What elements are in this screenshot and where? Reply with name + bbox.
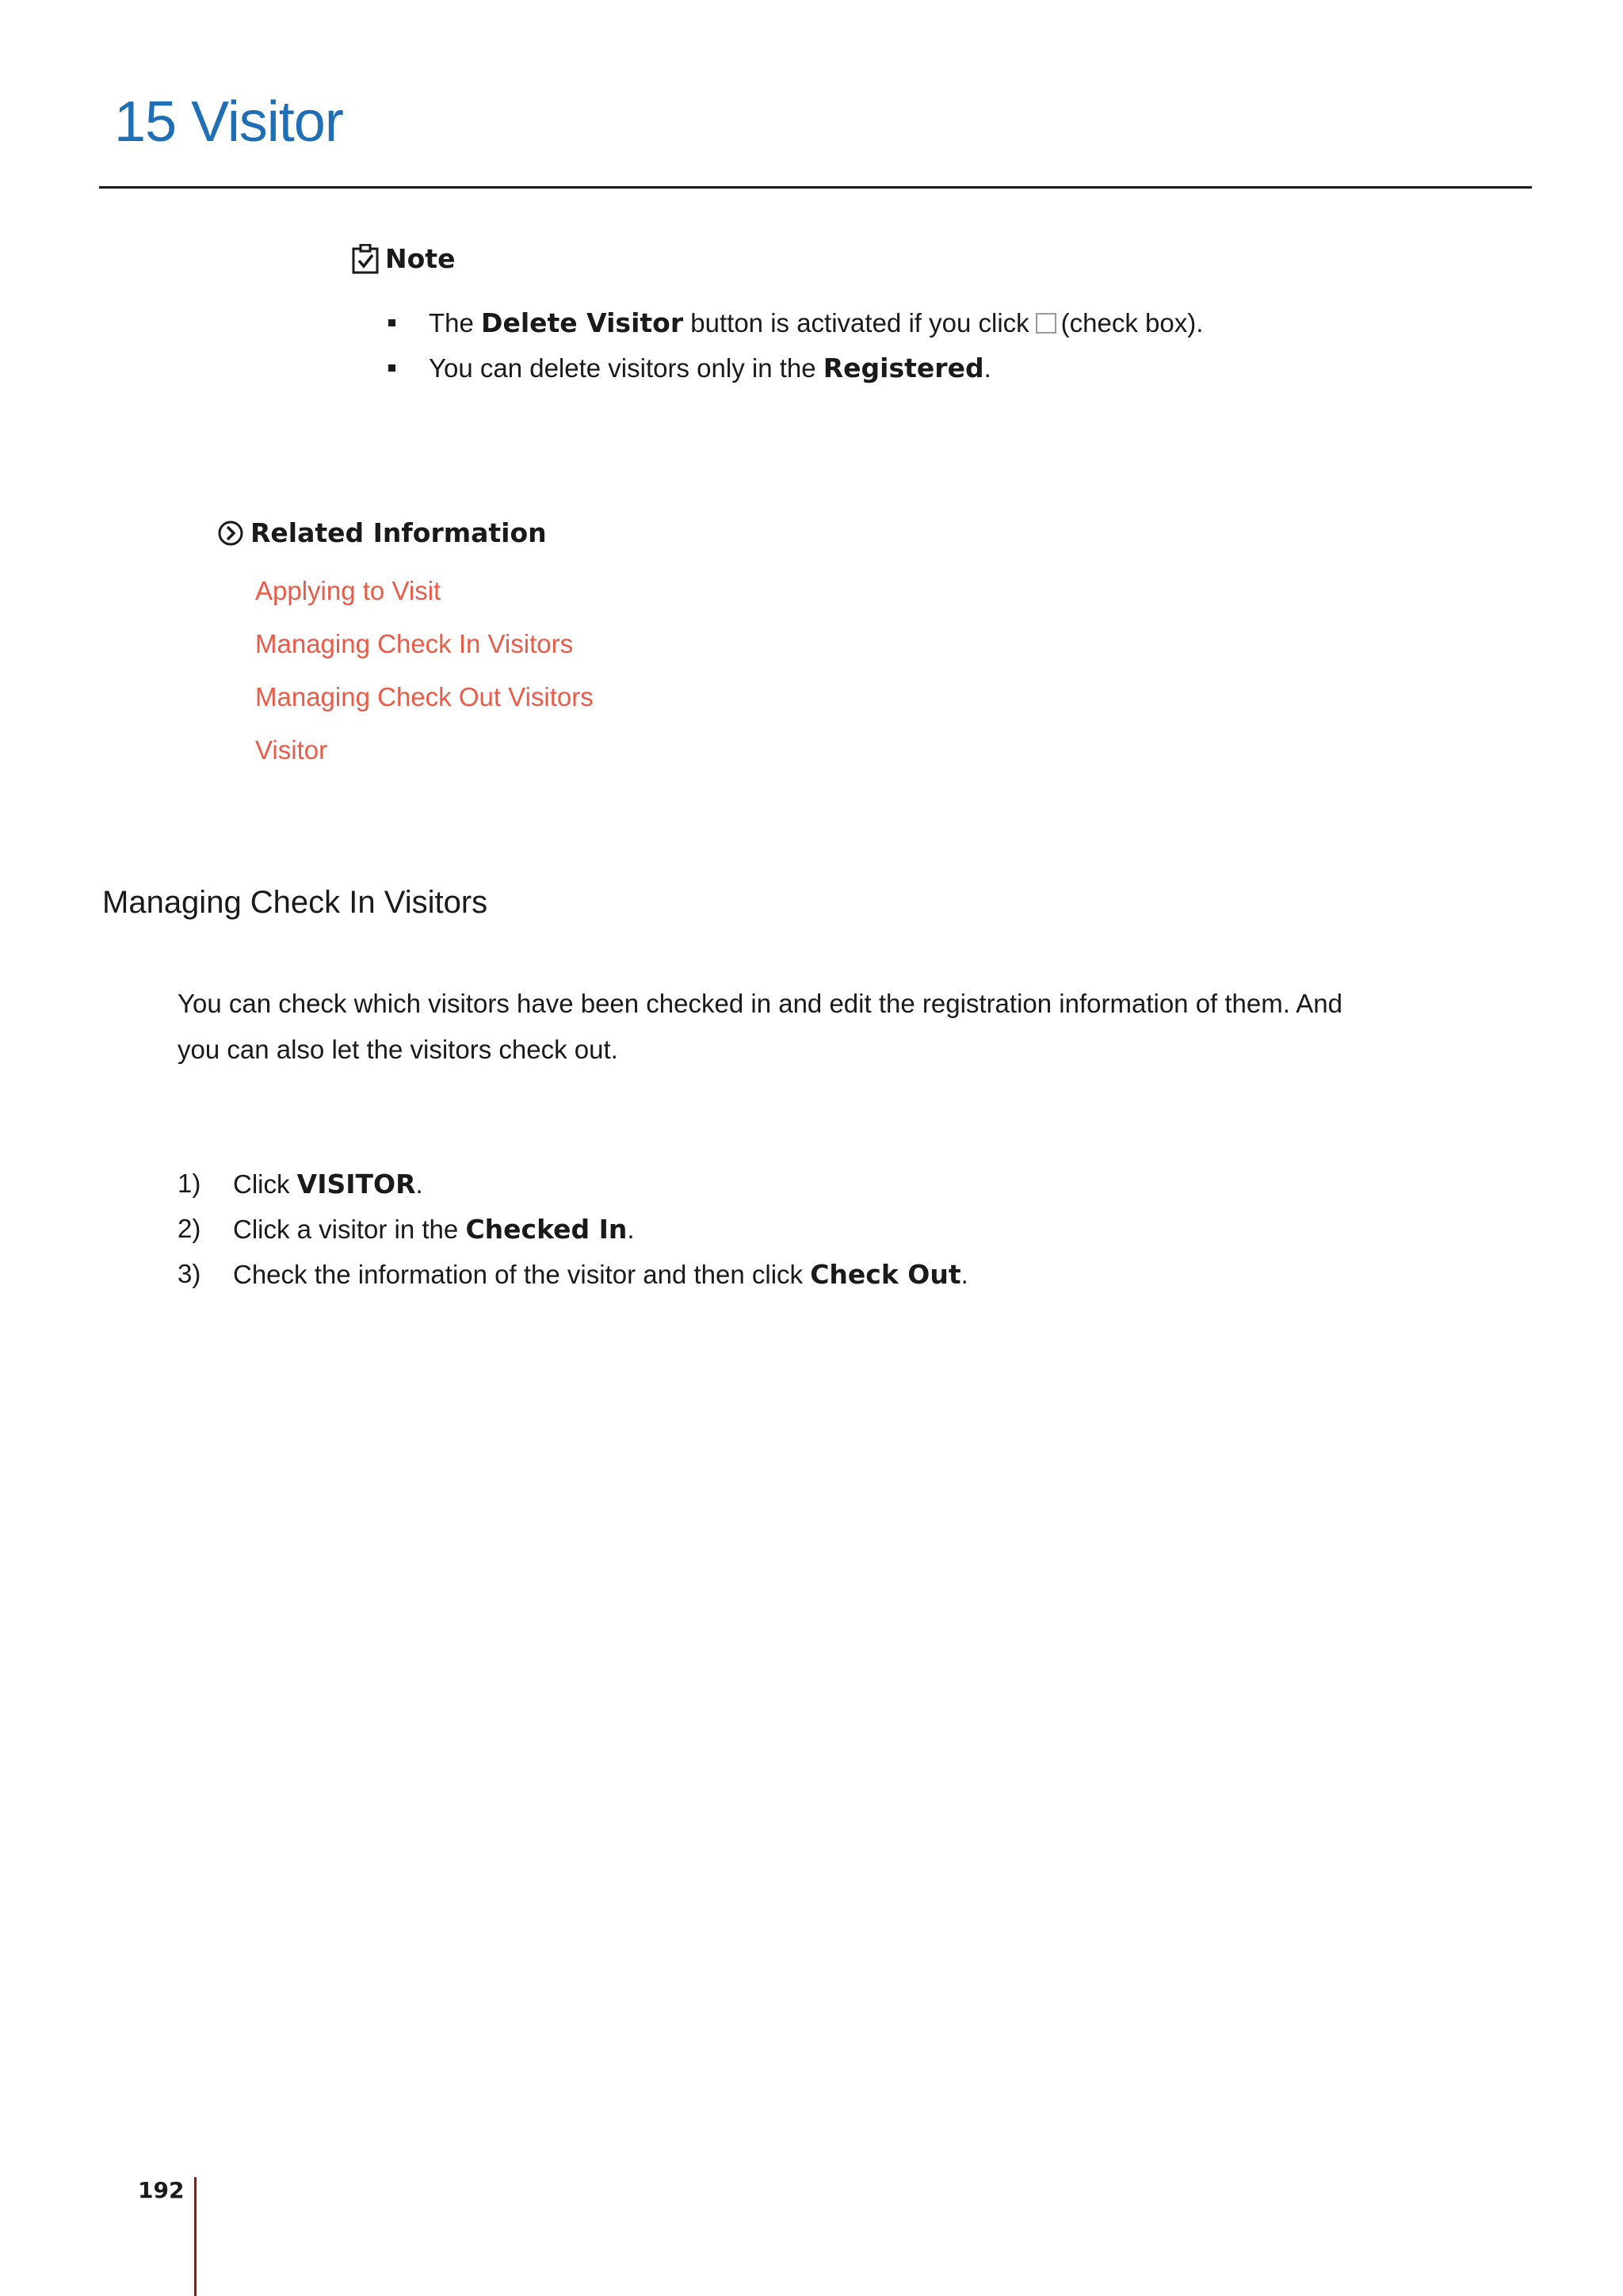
note-text: The [429,308,482,338]
footer-divider [194,2177,197,2296]
chapter-title: 15 Visitor [114,90,343,154]
link-managing-check-in[interactable]: Managing Check In Visitors [255,629,574,658]
step-text: . [415,1169,423,1199]
bullet-square-icon [388,364,395,372]
step-number: 2) [178,1214,201,1243]
note-text: button is activated if you click [683,308,1029,338]
link-managing-check-out[interactable]: Managing Check Out Visitors [255,682,594,711]
note-bullet [388,307,1203,338]
link-applying-to-visit[interactable]: Applying to Visit [255,576,441,605]
note-text: (check box). [1060,308,1204,338]
step-bold: VISITOR [296,1169,416,1199]
checkbox-icon [1036,313,1056,334]
clipboard-check-icon [352,244,379,274]
section-paragraph: you can also let the visitors check out. [178,1035,618,1064]
step-number: 1) [178,1169,201,1198]
note-text: You can delete visitors only in the [429,353,823,383]
step-item [178,1259,968,1290]
note-bullet [388,353,991,383]
link-visitor[interactable]: Visitor [255,735,328,765]
related-info-header [217,517,547,548]
step-bold: Checked In [465,1214,628,1245]
section-paragraph: You can check which visitors have been checked in and edit the registration information of them. And [178,989,1342,1018]
bullet-square-icon [388,319,395,326]
step-text: Click a visitor in the [233,1215,466,1244]
note-text: . [983,353,991,383]
section-title: Managing Check In Visitors [102,885,488,920]
step-text: Check the information of the visitor and then click [233,1260,811,1289]
registered-term: Registered [823,353,984,383]
step-text: . [960,1260,968,1289]
title-divider [99,186,1532,189]
note-header [352,243,455,274]
chevron-circle-icon [217,520,244,547]
related-info-label: Related Information [250,517,547,548]
delete-visitor-term: Delete Visitor [481,307,684,338]
step-bold: Check Out [810,1259,961,1290]
step-text: . [627,1215,635,1244]
step-number: 3) [178,1259,201,1288]
step-item [178,1214,635,1245]
page-number: 192 [138,2177,185,2203]
step-item [178,1169,423,1199]
step-text: Click [233,1169,297,1199]
note-label: Note [385,243,456,274]
